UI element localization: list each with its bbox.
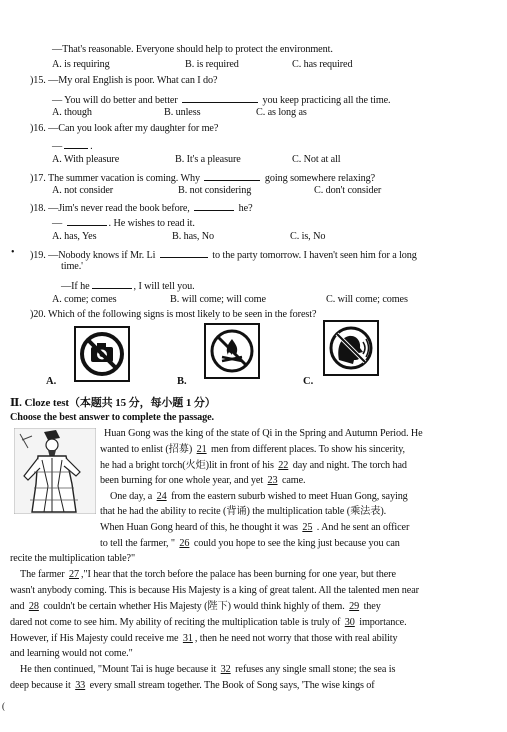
q16-dash: — xyxy=(52,141,63,152)
q19-mark: • xyxy=(11,247,15,258)
q19-blank-2 xyxy=(92,278,132,289)
blank-29: 29 xyxy=(349,601,360,612)
sign-no-shouting xyxy=(323,320,379,376)
sign-no-camera xyxy=(74,326,130,382)
passage-line-1: Huan Gong was the king of the state of Qi in the Spring and Autumn Period. He xyxy=(104,428,423,439)
q14-option-c: C. has required xyxy=(292,59,353,70)
p14-start: However, if His Majesty could receive me xyxy=(10,633,179,644)
section-instructions: Choose the best answer to complete the passage. xyxy=(10,412,214,423)
q15-dialog xyxy=(52,92,391,107)
p16-end: refuses any single small stone; the sea is xyxy=(235,664,396,675)
blank-31: 31 xyxy=(182,633,193,644)
p13-start: dared not come to see him. My ability of reciting the multiplication table is truly of xyxy=(10,617,341,628)
q18-dash: — xyxy=(52,218,65,229)
passage-line-14 xyxy=(10,633,398,645)
blank-28: 28 xyxy=(28,601,39,612)
q16-option-c: C. Not at all xyxy=(292,154,341,165)
q14-option-b: B. is required xyxy=(185,59,239,70)
q17-question-end: going somewhere relaxing? xyxy=(264,173,376,184)
section-heading: Ⅱ. Cloze test（本题共 15 分，每小题 1 分） xyxy=(10,397,216,409)
p17-start: deep because it xyxy=(10,680,71,691)
p4-start: been burning for one whole year, and yet xyxy=(100,475,264,486)
no-shouting-icon xyxy=(325,322,377,374)
sign-no-fire xyxy=(204,323,260,379)
passage-line-12 xyxy=(10,601,381,613)
passage-line-3 xyxy=(100,460,407,472)
q18-question xyxy=(30,200,253,215)
p16-start: He then continued, "Mount Tai is huge because it xyxy=(20,664,217,675)
q18-blank-1 xyxy=(194,200,234,211)
blank-24: 24 xyxy=(156,491,167,502)
p10-end: ,"I hear that the torch before the palace has been burning for one year, but there xyxy=(80,569,396,580)
blank-23: 23 xyxy=(267,475,278,486)
q16-question: )16. —Can you look after my daughter for me? xyxy=(30,123,219,134)
p17-end: every small stream together. The Book of Song says, 'The wise kings of xyxy=(89,680,375,691)
blank-22: 22 xyxy=(278,460,289,471)
blank-30: 30 xyxy=(344,617,355,628)
q19-question-cont: time.' xyxy=(61,261,83,272)
q16-period: . xyxy=(90,141,93,152)
p5-end: from the eastern suburb wished to meet Huan Gong, saying xyxy=(171,491,408,502)
q17-option-b: B. not considering xyxy=(178,185,252,196)
p3-end: day and night. The torch had xyxy=(292,460,407,471)
q16-option-b: B. It's a pleasure xyxy=(175,154,241,165)
p3-start: he had a bright torch(火炬)lit in front of his xyxy=(100,460,274,471)
passage-line-4 xyxy=(100,475,306,487)
p12-start: and xyxy=(10,601,25,612)
passage-line-7 xyxy=(100,522,409,534)
q18-blank-2 xyxy=(67,215,107,226)
q19-question-end: to the party tomorrow. I haven't seen him for a long xyxy=(212,250,417,261)
blank-21: 21 xyxy=(196,444,207,455)
passage-line-13 xyxy=(10,617,407,629)
q19-response-end: , I will tell you. xyxy=(133,281,195,292)
q16-response-blank xyxy=(52,138,93,153)
q19-option-b: B. will come; will come xyxy=(170,294,266,305)
p12-end: they xyxy=(363,601,381,612)
q15-option-a: A. though xyxy=(52,107,92,118)
q18-question-end: he? xyxy=(238,203,253,214)
q17-option-c: C. don't consider xyxy=(314,185,382,196)
q19-blank-1 xyxy=(160,247,208,258)
blank-26: 26 xyxy=(179,538,190,549)
q14-option-a: A. is requiring xyxy=(52,59,110,70)
passage-line-15: and learning would not come." xyxy=(10,648,133,659)
q15-option-b: B. unless xyxy=(164,107,201,118)
q19-response xyxy=(61,278,195,293)
p2-end: men from different places. To show his sincerity, xyxy=(211,444,405,455)
passage-line-6: that he had the ability to recite (背诵) the multiplication table (乘法表). xyxy=(100,506,387,517)
p5-start: One day, a xyxy=(110,491,153,502)
passage-line-10 xyxy=(20,569,396,581)
q15-dialog-end: you keep practicing all the time. xyxy=(262,95,391,106)
p2-start: wanted to enlist (招募) xyxy=(100,444,193,455)
q18-option-b: B. has, No xyxy=(172,231,215,242)
sign-option-a-label: A. xyxy=(46,376,57,387)
q15-dialog-start: — You will do better and better xyxy=(52,95,178,106)
q18-response xyxy=(52,215,195,230)
q19-response-start: —If he xyxy=(61,281,90,292)
q17-question-start: )17. The summer vacation is coming. Why xyxy=(30,173,201,184)
q18-option-a: A. has, Yes xyxy=(52,231,97,242)
p8-start: to tell the farmer, " xyxy=(100,538,175,549)
q14-response: —That's reasonable. Everyone should help to protect the environment. xyxy=(52,44,333,55)
q17-option-a: A. not consider xyxy=(52,185,114,196)
passage-line-11: wasn't anybody coming. This is because His Majesty is a king of great talent. All the talented men near xyxy=(10,585,419,596)
q17-question xyxy=(30,170,375,185)
blank-27: 27 xyxy=(68,569,79,580)
p10-start: The farmer xyxy=(20,569,65,580)
q18-response-end: . He wishes to read it. xyxy=(108,218,195,229)
p8-end: could you hope to see the king just because you can xyxy=(193,538,400,549)
passage-line-17 xyxy=(10,680,375,692)
p7-end: . And he sent an officer xyxy=(316,522,410,533)
p12-mid: couldn't be certain whether His Majesty (陛下) would think highly of them. xyxy=(43,601,345,612)
passage-line-8 xyxy=(100,538,400,550)
q16-option-a: A. With pleasure xyxy=(52,154,120,165)
q19-question-start: )19. —Nobody knows if Mr. Li xyxy=(30,250,156,261)
q15-blank xyxy=(182,92,258,103)
passage-line-9: recite the multiplication table?" xyxy=(10,553,136,564)
q15-option-c: C. as long as xyxy=(256,107,307,118)
page-number: ( xyxy=(2,701,5,711)
passage-line-5 xyxy=(110,491,408,503)
blank-25: 25 xyxy=(302,522,313,533)
q18-question-start: )18. —Jim's never read the book before, xyxy=(30,203,190,214)
blank-33: 33 xyxy=(75,680,86,691)
p14-end: , then he need not worry that those with real ability xyxy=(194,633,398,644)
q19-option-c: C. will come; comes xyxy=(326,294,408,305)
q19-option-a: A. come; comes xyxy=(52,294,117,305)
no-campfire-icon xyxy=(206,325,258,377)
q20-question: )20. Which of the following signs is most likely to be seen in the forest? xyxy=(30,309,317,320)
illustration-huan-gong xyxy=(14,428,96,514)
q17-blank xyxy=(204,170,260,181)
q15-question: )15. —My oral English is poor. What can I do? xyxy=(30,75,218,86)
q18-option-c: C. is, No xyxy=(290,231,326,242)
blank-32: 32 xyxy=(220,664,231,675)
passage-line-16 xyxy=(20,664,395,676)
no-camera-icon xyxy=(76,328,128,380)
q16-blank xyxy=(64,138,88,149)
sign-option-b-label: B. xyxy=(177,376,187,387)
p7-start: When Huan Gong heard of this, he thought it was xyxy=(100,522,298,533)
p13-end: importance. xyxy=(359,617,407,628)
passage-line-2 xyxy=(100,444,405,456)
sign-option-c-label: C. xyxy=(303,376,314,387)
ancient-figure-illustration xyxy=(14,428,96,514)
p4-end: came. xyxy=(281,475,306,486)
q19-question xyxy=(30,247,417,262)
